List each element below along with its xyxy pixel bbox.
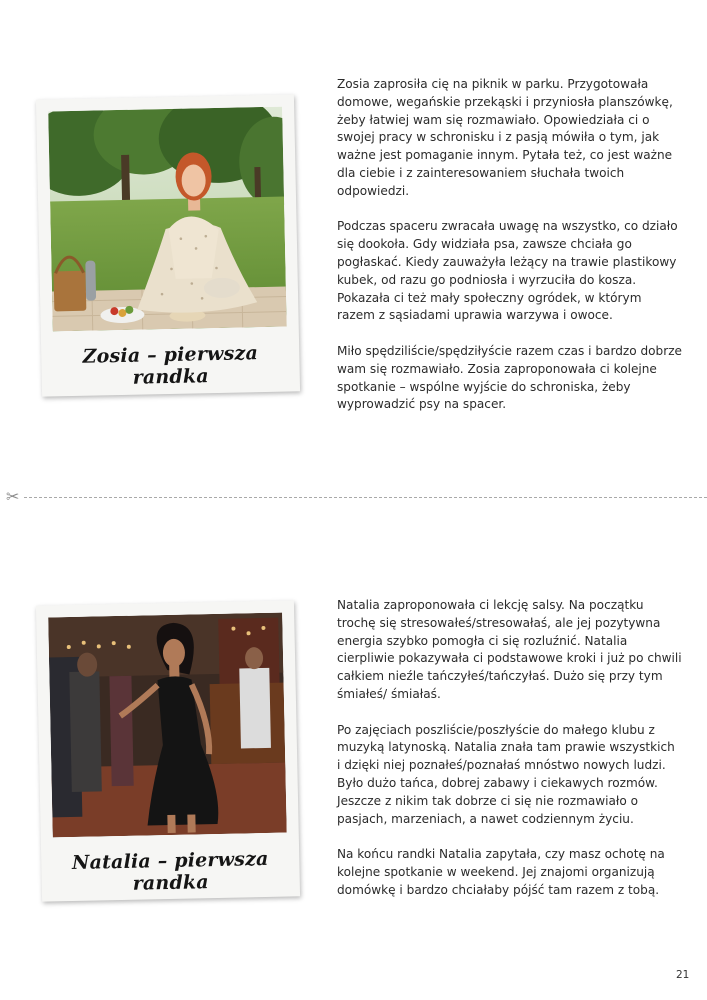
story-paragraph: Miło spędziliście/spędziłyście razem czas i bardzo dobrze wam się rozmawiało. Zosia zaproponowała ci kolejne spotkanie – wspólne wyjście do schroniska, żeby wyprowadzić psy na spacer. (337, 343, 682, 412)
story-paragraph: Podczas spaceru zwracała uwagę na wszystko, co działo się dookoła. Gdy widziała psa, zawsze chciała go pogłaskać. Kiedy zauważyła leżący na trawie plastikowy kubek, od razu go podniosła i wyrzuciła do kosza. Pokazała ci też mały społeczny ogródek, w którym razem z sąsiadami uprawia warzywa i owoce. (337, 219, 678, 323)
story-paragraph: Natalia zaproponowała ci lekcję salsy. Na początku trochę się stresowałeś/stresowałaś, ale jej pozytywna energia szybko pomogła ci się rozluźnić. Natalia cierpliwie pokazywała ci podstawowe kroki i już po chwili całkiem nieźle tańczyłeś/tańczyłaś. Dużo się przy tym śmiałeś/ śmiałaś. (337, 598, 682, 701)
story-natalia (337, 597, 682, 900)
polaroid-natalia (36, 600, 300, 901)
picnic-illustration (48, 107, 287, 332)
photo-zosia-picnic (48, 107, 287, 332)
salsa-club-illustration (48, 613, 287, 838)
scissors-icon: ✂ (6, 487, 20, 506)
polaroid-zosia (36, 94, 300, 396)
photo-natalia-salsa (48, 613, 287, 838)
story-paragraph: Na końcu randki Natalia zapytała, czy masz ochotę na kolejne spotkanie w weekend. Jej znajomi organizują domówkę i bardzo chciałaby pójść tam razem z tobą. (337, 847, 665, 897)
polaroid-caption: Zosia – pierwsza randka (82, 342, 259, 389)
story-zosia (337, 76, 682, 414)
story-paragraph: Zosia zaprosiła cię na piknik w parku. Przygotowała domowe, wegańskie przekąski i przyniosła planszówkę, żeby łatwiej wam się rozmawiało. Opowiedziała ci o swojej pracy w schronisku i z pasją mówiła o tym, jak ważne jest pomaganie innym. Pytała też, co jest ważne dla ciebie i z zainteresowaniem słuchała twoich odpowiedzi. (337, 77, 673, 198)
cut-line (24, 497, 707, 498)
story-paragraph: Po zajęciach poszliście/poszłyście do małego klubu z muzyką latynoską. Natalia znała tam prawie wszystkich i dzięki niej poznałeś/poznałaś mnóstwo nowych ludzi. Było dużo tańca, dobrej zabawy i ciekawych rozmów. Jeszcze z nikim tak dobrze ci się nie rozmawiało o pasjach, marzeniach, a nawet codziennym życiu. (337, 722, 675, 826)
page-number: 21 (676, 969, 690, 981)
polaroid-caption: Natalia – pierwsza randka (71, 847, 269, 895)
